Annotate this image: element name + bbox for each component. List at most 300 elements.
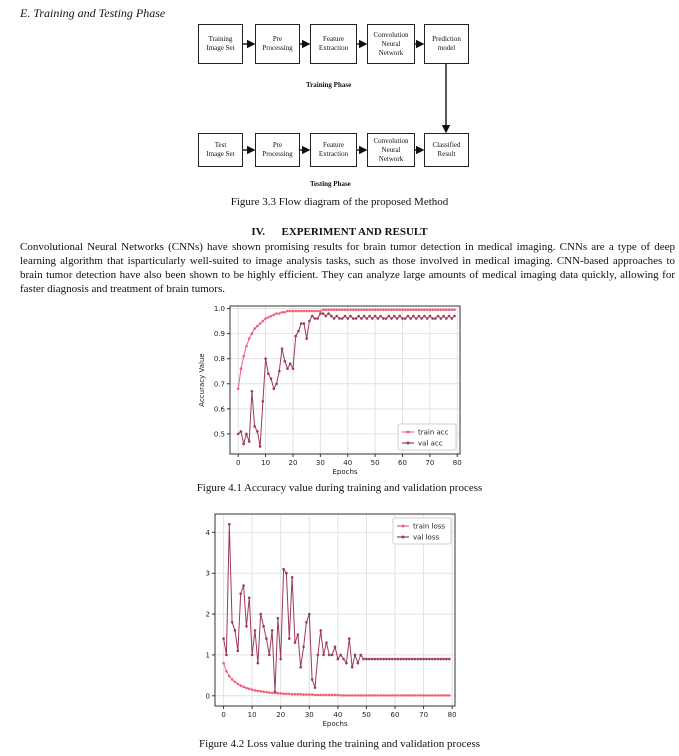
data-point <box>245 687 248 690</box>
data-point <box>357 308 360 311</box>
data-point <box>425 658 428 661</box>
x-axis-label: Epochs <box>332 468 358 476</box>
data-point <box>292 310 295 313</box>
data-point <box>262 625 265 628</box>
data-point <box>365 694 368 697</box>
data-point <box>242 686 245 689</box>
data-point <box>237 650 240 653</box>
data-point <box>334 694 337 697</box>
data-point <box>342 658 345 661</box>
data-point <box>405 694 408 697</box>
results-heading: IV. EXPERIMENT AND RESULT <box>251 226 428 238</box>
data-point <box>327 308 330 311</box>
data-point <box>417 658 420 661</box>
data-point <box>331 654 334 657</box>
data-point <box>279 658 282 661</box>
data-point <box>271 692 274 695</box>
data-point <box>388 315 391 318</box>
data-point <box>368 658 371 661</box>
data-point <box>239 592 242 595</box>
data-point <box>342 694 345 697</box>
x-tick-label: 10 <box>261 459 271 467</box>
data-point <box>377 658 380 661</box>
data-point <box>264 357 267 360</box>
data-point <box>360 317 363 320</box>
data-point <box>352 308 355 311</box>
data-point <box>234 629 237 632</box>
x-tick-label: 50 <box>361 711 371 719</box>
figure-4-2-caption: Figure 4.2 Loss value during the training and validation process <box>198 738 481 750</box>
data-point <box>401 317 404 320</box>
data-point <box>231 678 234 681</box>
data-point <box>422 658 425 661</box>
data-point <box>299 693 302 696</box>
data-point <box>292 367 295 370</box>
data-point <box>429 308 432 311</box>
data-point <box>319 629 322 632</box>
legend-marker <box>402 536 405 539</box>
legend-label: val loss <box>413 533 440 542</box>
data-point <box>303 322 306 325</box>
data-point <box>314 317 317 320</box>
data-point <box>368 308 371 311</box>
flow-box-testing-feature-extraction: Feature Extraction <box>310 133 357 167</box>
data-point <box>414 658 417 661</box>
data-point <box>256 430 259 433</box>
x-tick-label: 0 <box>235 459 241 467</box>
data-point <box>368 315 371 318</box>
data-point <box>299 666 302 669</box>
data-point <box>275 382 278 385</box>
data-point <box>345 694 348 697</box>
section-heading: E. Training and Testing Phase <box>20 6 166 20</box>
data-point <box>325 641 328 644</box>
data-point <box>317 654 320 657</box>
data-point <box>328 654 331 657</box>
data-point <box>322 308 325 311</box>
data-point <box>311 678 314 681</box>
data-point <box>294 641 297 644</box>
data-point <box>377 694 380 697</box>
data-point <box>302 645 305 648</box>
data-point <box>273 387 276 390</box>
data-point <box>242 443 245 446</box>
data-point <box>404 317 407 320</box>
data-point <box>445 317 448 320</box>
data-point <box>418 315 421 318</box>
x-tick-label: 80 <box>447 711 457 719</box>
data-point <box>354 654 357 657</box>
data-point <box>423 308 426 311</box>
data-point <box>231 621 234 624</box>
data-point <box>371 308 374 311</box>
data-point <box>366 308 369 311</box>
data-point <box>382 317 385 320</box>
data-point <box>393 315 396 318</box>
data-point <box>385 658 388 661</box>
data-point <box>390 308 393 311</box>
data-point <box>311 315 314 318</box>
data-point <box>314 310 317 313</box>
data-point <box>365 658 368 661</box>
data-point <box>319 694 322 697</box>
data-point <box>411 658 414 661</box>
data-point <box>349 308 352 311</box>
data-point <box>420 308 423 311</box>
data-point <box>448 694 451 697</box>
data-point <box>445 308 448 311</box>
x-tick-label: 30 <box>304 711 314 719</box>
data-point <box>379 308 382 311</box>
data-point <box>275 312 278 315</box>
data-point <box>419 694 422 697</box>
data-point <box>311 310 314 313</box>
data-point <box>262 400 265 403</box>
data-point <box>425 694 428 697</box>
data-point <box>448 315 451 318</box>
data-point <box>362 658 365 661</box>
data-point <box>274 690 277 693</box>
data-point <box>277 692 280 695</box>
legend-label: val acc <box>418 439 443 448</box>
data-point <box>294 310 297 313</box>
data-point <box>300 322 303 325</box>
data-point <box>379 694 382 697</box>
data-point <box>297 310 300 313</box>
x-tick-label: 60 <box>398 459 407 467</box>
data-point <box>371 317 374 320</box>
data-point <box>442 308 445 311</box>
data-point <box>399 658 402 661</box>
data-point <box>338 308 341 311</box>
data-point <box>245 345 248 348</box>
data-point <box>394 658 397 661</box>
data-point <box>448 658 451 661</box>
data-point <box>360 308 363 311</box>
data-point <box>391 658 394 661</box>
figure-3-3-caption: Figure 3.3 Flow diagram of the proposed Method <box>230 196 449 208</box>
data-point <box>240 367 243 370</box>
flow-box-training-image-set: Training Image Set <box>198 24 243 64</box>
data-point <box>345 662 348 665</box>
data-point <box>412 315 415 318</box>
legend-marker <box>402 525 405 528</box>
data-point <box>305 693 308 696</box>
data-point <box>448 308 451 311</box>
data-point <box>282 692 285 695</box>
data-point <box>327 312 330 315</box>
data-point <box>411 694 414 697</box>
data-point <box>256 325 259 328</box>
y-tick-label: 3 <box>205 569 210 578</box>
data-point <box>251 390 254 393</box>
data-point <box>302 693 305 696</box>
data-point <box>305 310 308 313</box>
data-point <box>251 688 254 691</box>
data-point <box>285 572 288 575</box>
flow-box-test-image-set: Test Image Set <box>198 133 243 167</box>
data-point <box>311 693 314 696</box>
data-point <box>308 320 311 323</box>
data-point <box>412 308 415 311</box>
data-point <box>398 315 401 318</box>
data-point <box>402 694 405 697</box>
data-point <box>348 637 351 640</box>
data-point <box>362 694 365 697</box>
data-point <box>222 662 225 665</box>
data-point <box>297 633 300 636</box>
x-tick-label: 20 <box>276 711 286 719</box>
data-point <box>437 308 440 311</box>
data-point <box>337 694 340 697</box>
data-point <box>434 308 437 311</box>
data-point <box>270 377 273 380</box>
data-point <box>377 317 380 320</box>
data-point <box>264 317 267 320</box>
x-axis-label: Epochs <box>322 720 348 728</box>
data-point <box>330 315 333 318</box>
data-point <box>453 315 456 318</box>
data-point <box>429 315 432 318</box>
data-point <box>325 694 328 697</box>
data-point <box>278 312 281 315</box>
x-tick-label: 10 <box>247 711 257 719</box>
x-tick-label: 60 <box>390 711 400 719</box>
data-point <box>259 445 262 448</box>
data-point <box>404 308 407 311</box>
data-point <box>398 308 401 311</box>
flow-box-training-cnn: Convolution Neural Network <box>367 24 415 64</box>
y-tick-label: 2 <box>205 610 210 619</box>
data-point <box>283 360 286 363</box>
data-point <box>245 433 248 436</box>
data-point <box>322 654 325 657</box>
data-point <box>225 670 228 673</box>
data-point <box>308 693 311 696</box>
data-point <box>363 308 366 311</box>
data-point <box>371 694 374 697</box>
data-point <box>349 315 352 318</box>
data-point <box>440 308 443 311</box>
data-point <box>415 308 418 311</box>
data-point <box>437 315 440 318</box>
data-point <box>420 317 423 320</box>
data-point <box>262 690 265 693</box>
data-point <box>286 367 289 370</box>
data-point <box>339 654 342 657</box>
data-point <box>283 311 286 314</box>
data-point <box>262 320 265 323</box>
data-point <box>402 658 405 661</box>
data-point <box>289 362 292 365</box>
data-point <box>359 654 362 657</box>
data-point <box>418 308 421 311</box>
data-point <box>374 694 377 697</box>
data-point <box>294 693 297 696</box>
data-point <box>374 658 377 661</box>
data-point <box>297 693 300 696</box>
data-point <box>428 694 431 697</box>
data-point <box>368 694 371 697</box>
data-point <box>289 310 292 313</box>
data-point <box>371 658 374 661</box>
data-point <box>423 315 426 318</box>
y-tick-label: 0.6 <box>213 405 225 414</box>
data-point <box>442 658 445 661</box>
x-tick-label: 80 <box>452 459 462 467</box>
data-point <box>286 310 289 313</box>
training-phase-label: Training Phase <box>306 81 352 89</box>
data-point <box>267 316 270 319</box>
x-tick-label: 0 <box>221 711 226 719</box>
data-point <box>281 347 284 350</box>
data-point <box>259 613 262 616</box>
data-point <box>348 694 351 697</box>
data-point <box>417 694 420 697</box>
data-point <box>234 681 237 684</box>
data-point <box>450 308 453 311</box>
data-point <box>346 308 349 311</box>
legend-marker <box>407 431 410 434</box>
y-tick-label: 0.5 <box>213 430 225 439</box>
y-tick-label: 0 <box>205 692 210 701</box>
data-point <box>259 690 262 693</box>
data-point <box>396 317 399 320</box>
data-point <box>355 308 358 311</box>
data-point <box>396 308 399 311</box>
data-point <box>222 637 225 640</box>
data-point <box>257 662 260 665</box>
data-point <box>303 310 306 313</box>
data-point <box>331 694 334 697</box>
data-point <box>388 308 391 311</box>
data-point <box>291 576 294 579</box>
data-point <box>325 315 328 318</box>
data-point <box>354 694 357 697</box>
legend-label: train loss <box>413 522 446 531</box>
data-point <box>431 317 434 320</box>
flow-box-testing-preprocessing: Pre Processing <box>255 133 300 167</box>
x-tick-label: 40 <box>333 711 343 719</box>
data-point <box>382 694 385 697</box>
data-point <box>419 658 422 661</box>
data-point <box>237 387 240 390</box>
data-point <box>277 617 280 620</box>
x-tick-label: 70 <box>419 711 429 719</box>
data-point <box>351 694 354 697</box>
accuracy-chart <box>195 302 485 480</box>
data-point <box>239 684 242 687</box>
data-point <box>282 568 285 571</box>
data-point <box>401 308 404 311</box>
data-point <box>228 675 231 678</box>
data-point <box>271 629 274 632</box>
data-point <box>225 654 228 657</box>
data-point <box>437 658 440 661</box>
data-point <box>330 308 333 311</box>
x-tick-label: 70 <box>425 459 435 467</box>
y-tick-label: 4 <box>205 528 210 537</box>
data-point <box>450 317 453 320</box>
data-point <box>288 637 291 640</box>
data-point <box>291 693 294 696</box>
y-tick-label: 0.8 <box>213 355 225 364</box>
flow-box-training-preprocessing: Pre Processing <box>255 24 300 64</box>
data-point <box>297 330 300 333</box>
data-point <box>408 658 411 661</box>
data-point <box>394 694 397 697</box>
data-point <box>431 308 434 311</box>
data-point <box>407 308 410 311</box>
data-point <box>385 694 388 697</box>
x-tick-label: 30 <box>315 459 325 467</box>
data-point <box>337 658 340 661</box>
data-point <box>393 308 396 311</box>
data-point <box>273 313 276 316</box>
data-point <box>248 440 251 443</box>
data-point <box>254 629 257 632</box>
data-point <box>428 658 431 661</box>
data-point <box>434 317 437 320</box>
y-tick-label: 0.7 <box>213 380 225 389</box>
data-point <box>388 694 391 697</box>
data-point <box>319 310 322 313</box>
data-point <box>439 694 442 697</box>
data-point <box>382 658 385 661</box>
data-point <box>338 317 341 320</box>
flow-box-training-feature-extraction: Feature Extraction <box>310 24 357 64</box>
data-point <box>257 690 260 693</box>
data-point <box>237 433 240 436</box>
data-point <box>414 694 417 697</box>
data-point <box>407 315 410 318</box>
data-point <box>265 637 268 640</box>
data-point <box>440 317 443 320</box>
data-point <box>408 694 411 697</box>
x-tick-label: 50 <box>370 459 380 467</box>
data-point <box>405 658 408 661</box>
data-point <box>335 308 338 311</box>
data-point <box>339 694 342 697</box>
results-paragraph: Convolutional Neural Networks (CNNs) have shown promising results for brain tumor detection in medical imaging. CNNs are a type of deep learning algorithm that isparticularly well-suited to image analysis tasks, such as those involved in medical imaging. CNN-based approaches to brain tumor detection have also been shown to be highly efficient. They can analyze large amounts of medical imaging data quickly, allowing for faster diagnosis and treatment of brain tumors. <box>20 241 675 295</box>
data-point <box>374 315 377 318</box>
loss-chart <box>198 509 468 734</box>
data-point <box>351 666 354 669</box>
data-point <box>259 322 262 325</box>
data-point <box>431 658 434 661</box>
data-point <box>434 694 437 697</box>
data-point <box>253 327 256 330</box>
data-point <box>374 308 377 311</box>
data-point <box>431 694 434 697</box>
data-point <box>397 658 400 661</box>
data-point <box>426 308 429 311</box>
data-point <box>355 317 358 320</box>
data-point <box>366 317 369 320</box>
data-point <box>445 658 448 661</box>
data-point <box>426 317 429 320</box>
data-point <box>270 315 273 318</box>
data-point <box>399 694 402 697</box>
data-point <box>285 692 288 695</box>
data-point <box>377 308 380 311</box>
data-point <box>245 625 248 628</box>
data-point <box>316 310 319 313</box>
data-point <box>268 654 271 657</box>
data-point <box>363 315 366 318</box>
data-point <box>278 370 281 373</box>
data-point <box>382 308 385 311</box>
